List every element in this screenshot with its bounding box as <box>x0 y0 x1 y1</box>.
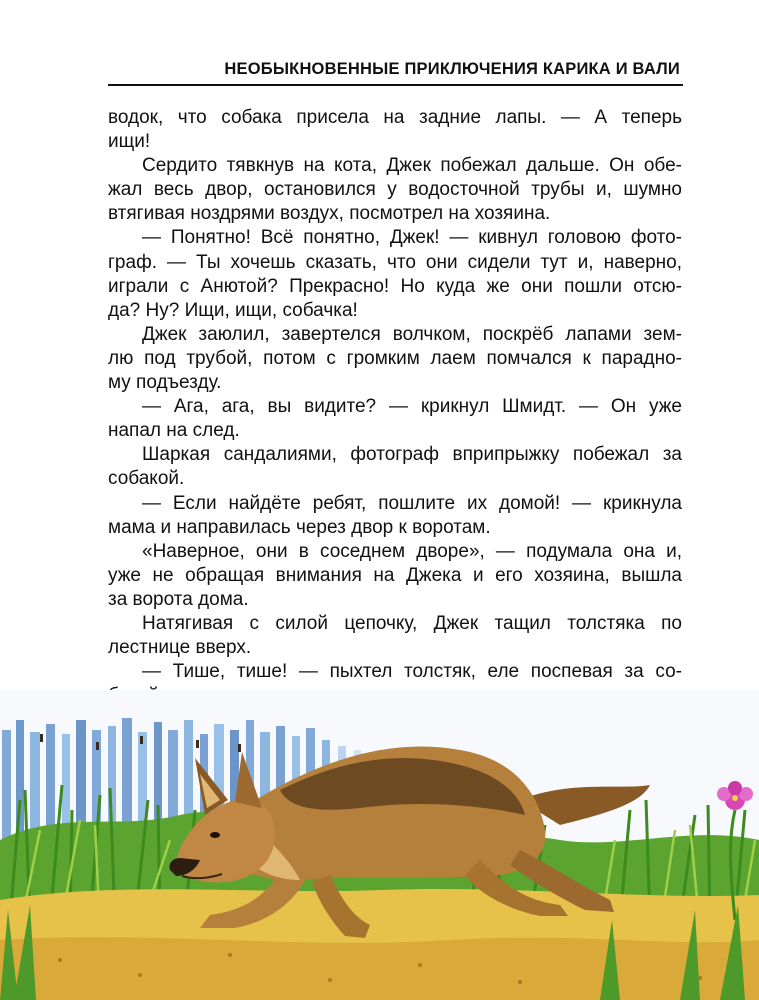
text-line: втягивая ноздрями воздух, посмотрел на хозяина. <box>108 203 551 225</box>
text-line: играли с Анютой? Прекрасно! Но куда же они пошли отсю- <box>108 275 682 297</box>
text-line: собакой. <box>108 468 185 490</box>
text-line: уже не обращая внимания на Джека и его хозяина, вышла <box>108 564 682 586</box>
text-line: жал весь двор, остановился у водосточной трубы и, шумно <box>108 179 682 201</box>
body-text <box>108 106 682 708</box>
ground-shade <box>0 937 759 1000</box>
text-line: лестнице вверх. <box>108 637 252 659</box>
text-line: мама и направилась через двор к воротам. <box>108 516 491 538</box>
running-header: НЕОБЫКНОВЕННЫЕ ПРИКЛЮЧЕНИЯ КАРИКА И ВАЛИ <box>224 60 680 78</box>
text-line: граф. — Ты хочешь сказать, что они сидели тут и, наверно, <box>108 251 682 273</box>
text-line: — Понятно! Всё понятно, Джек! — кивнул головою фото- <box>142 227 682 249</box>
text-line: му подъезду. <box>108 372 222 394</box>
text-line: водок, что собака присела на задние лапы. — А теперь <box>108 107 682 128</box>
text-line: напал на след. <box>108 420 240 442</box>
text-line: за ворота дома. <box>108 588 249 610</box>
text-line: — Ага, ага, вы видите? — крикнул Шмидт. — Он уже <box>142 396 682 418</box>
text-line: Сердито тявкнув на кота, Джек побежал дальше. Он обе- <box>142 155 682 177</box>
text-line: — Тише, тише! — пыхтел толстяк, еле поспевая за со- <box>142 661 682 683</box>
text-line: Шаркая сандалиями, фотограф вприпрыжку побежал за <box>142 444 682 466</box>
text-line: лю под трубой, потом с громким лаем помчался к парадно- <box>108 347 682 369</box>
dog-illustration <box>0 690 759 1000</box>
text-line: да? Ну? Ищи, ищи, собачка! <box>108 299 358 321</box>
header-rule <box>108 84 683 86</box>
text-line: Натягивая с силой цепочку, Джек тащил толстяка по <box>142 612 682 634</box>
text-line: — Если найдёте ребят, пошлите их домой! — крикнула <box>142 492 682 514</box>
text-line: «Наверное, они в соседнем дворе», — подумала она и, <box>142 540 682 562</box>
text-line: ищи! <box>108 131 151 153</box>
text-line: Джек заюлил, завертелся волчком, поскрёб лапами зем- <box>142 323 682 345</box>
